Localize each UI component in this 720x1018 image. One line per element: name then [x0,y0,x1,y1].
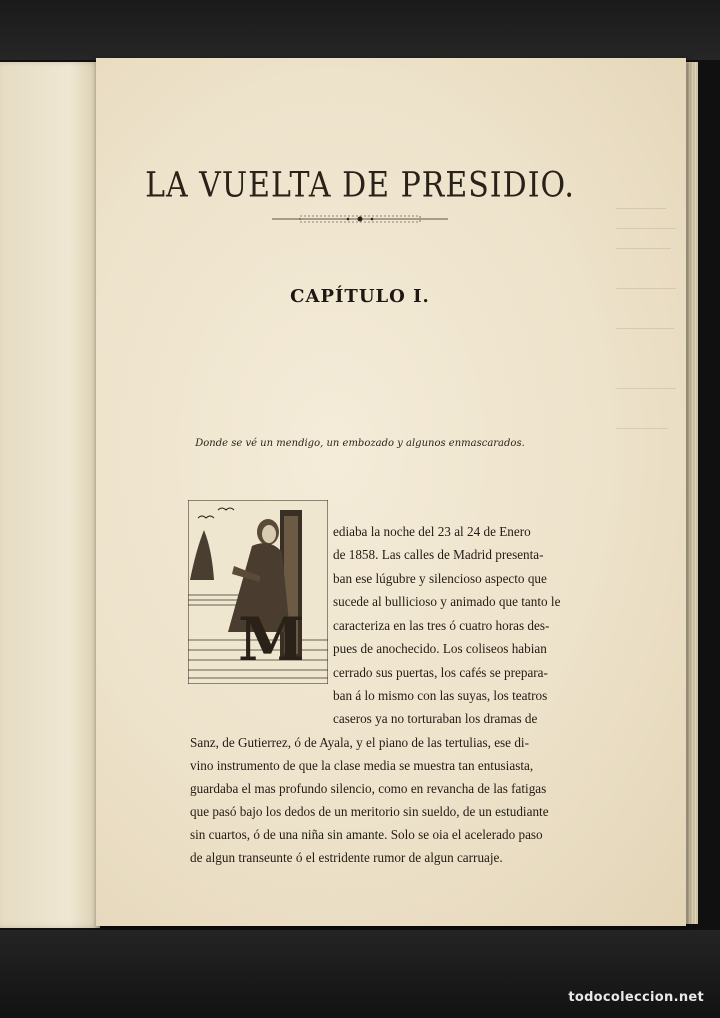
ornamental-rule [272,214,448,224]
text-line: que pasó bajo los dedos de un meritorio sin sueldo, de un estudiante [190,804,549,819]
chapter-heading: CAPÍTULO I. [290,286,430,307]
text-line: sucede al bullicioso y animado que tanto le [333,594,561,609]
text-line: vino instrumento de que la clase media se muestra tan entusiasta, [190,758,534,773]
woodcut-illustration [188,500,328,684]
text-line: de 1858. Las calles de Madrid presenta- [333,547,544,562]
background-top [0,0,720,60]
text-line: de algun transeunte ó el estridente rumor de algun carruaje. [190,850,503,865]
text-line: ban á lo mismo con las suyas, los teatros [333,688,548,703]
page-title: LA VUELTA DE PRESIDIO. [145,165,575,206]
text-line: sin cuartos, ó de una niña sin amante. Solo se oia el acelerado paso [190,827,543,842]
text-line: cerrado sus puertas, los cafés se prepara- [333,665,548,680]
text-line: ediaba la noche del 23 al 24 de Enero [333,524,531,539]
text-line: Sanz, de Gutierrez, ó de Ayala, y el piano de las tertulias, ese di- [190,735,529,750]
text-line: pues de anochecido. Los coliseos habian [333,641,547,656]
svg-text:M: M [238,605,305,675]
text-line: ban ese lúgubre y silencioso aspecto que [333,571,547,586]
chapter-subtitle: Donde se vé un mendigo, un embozado y algunos enmascarados. [195,438,525,449]
text-line: caracteriza en las tres ó cuatro horas des- [333,618,550,633]
watermark: todocoleccion.net [568,990,704,1005]
text-line: guardaba el mas profundo silencio, como en revancha de las fatigas [190,781,547,796]
text-line: caseros ya no torturaban los dramas de [333,711,538,726]
